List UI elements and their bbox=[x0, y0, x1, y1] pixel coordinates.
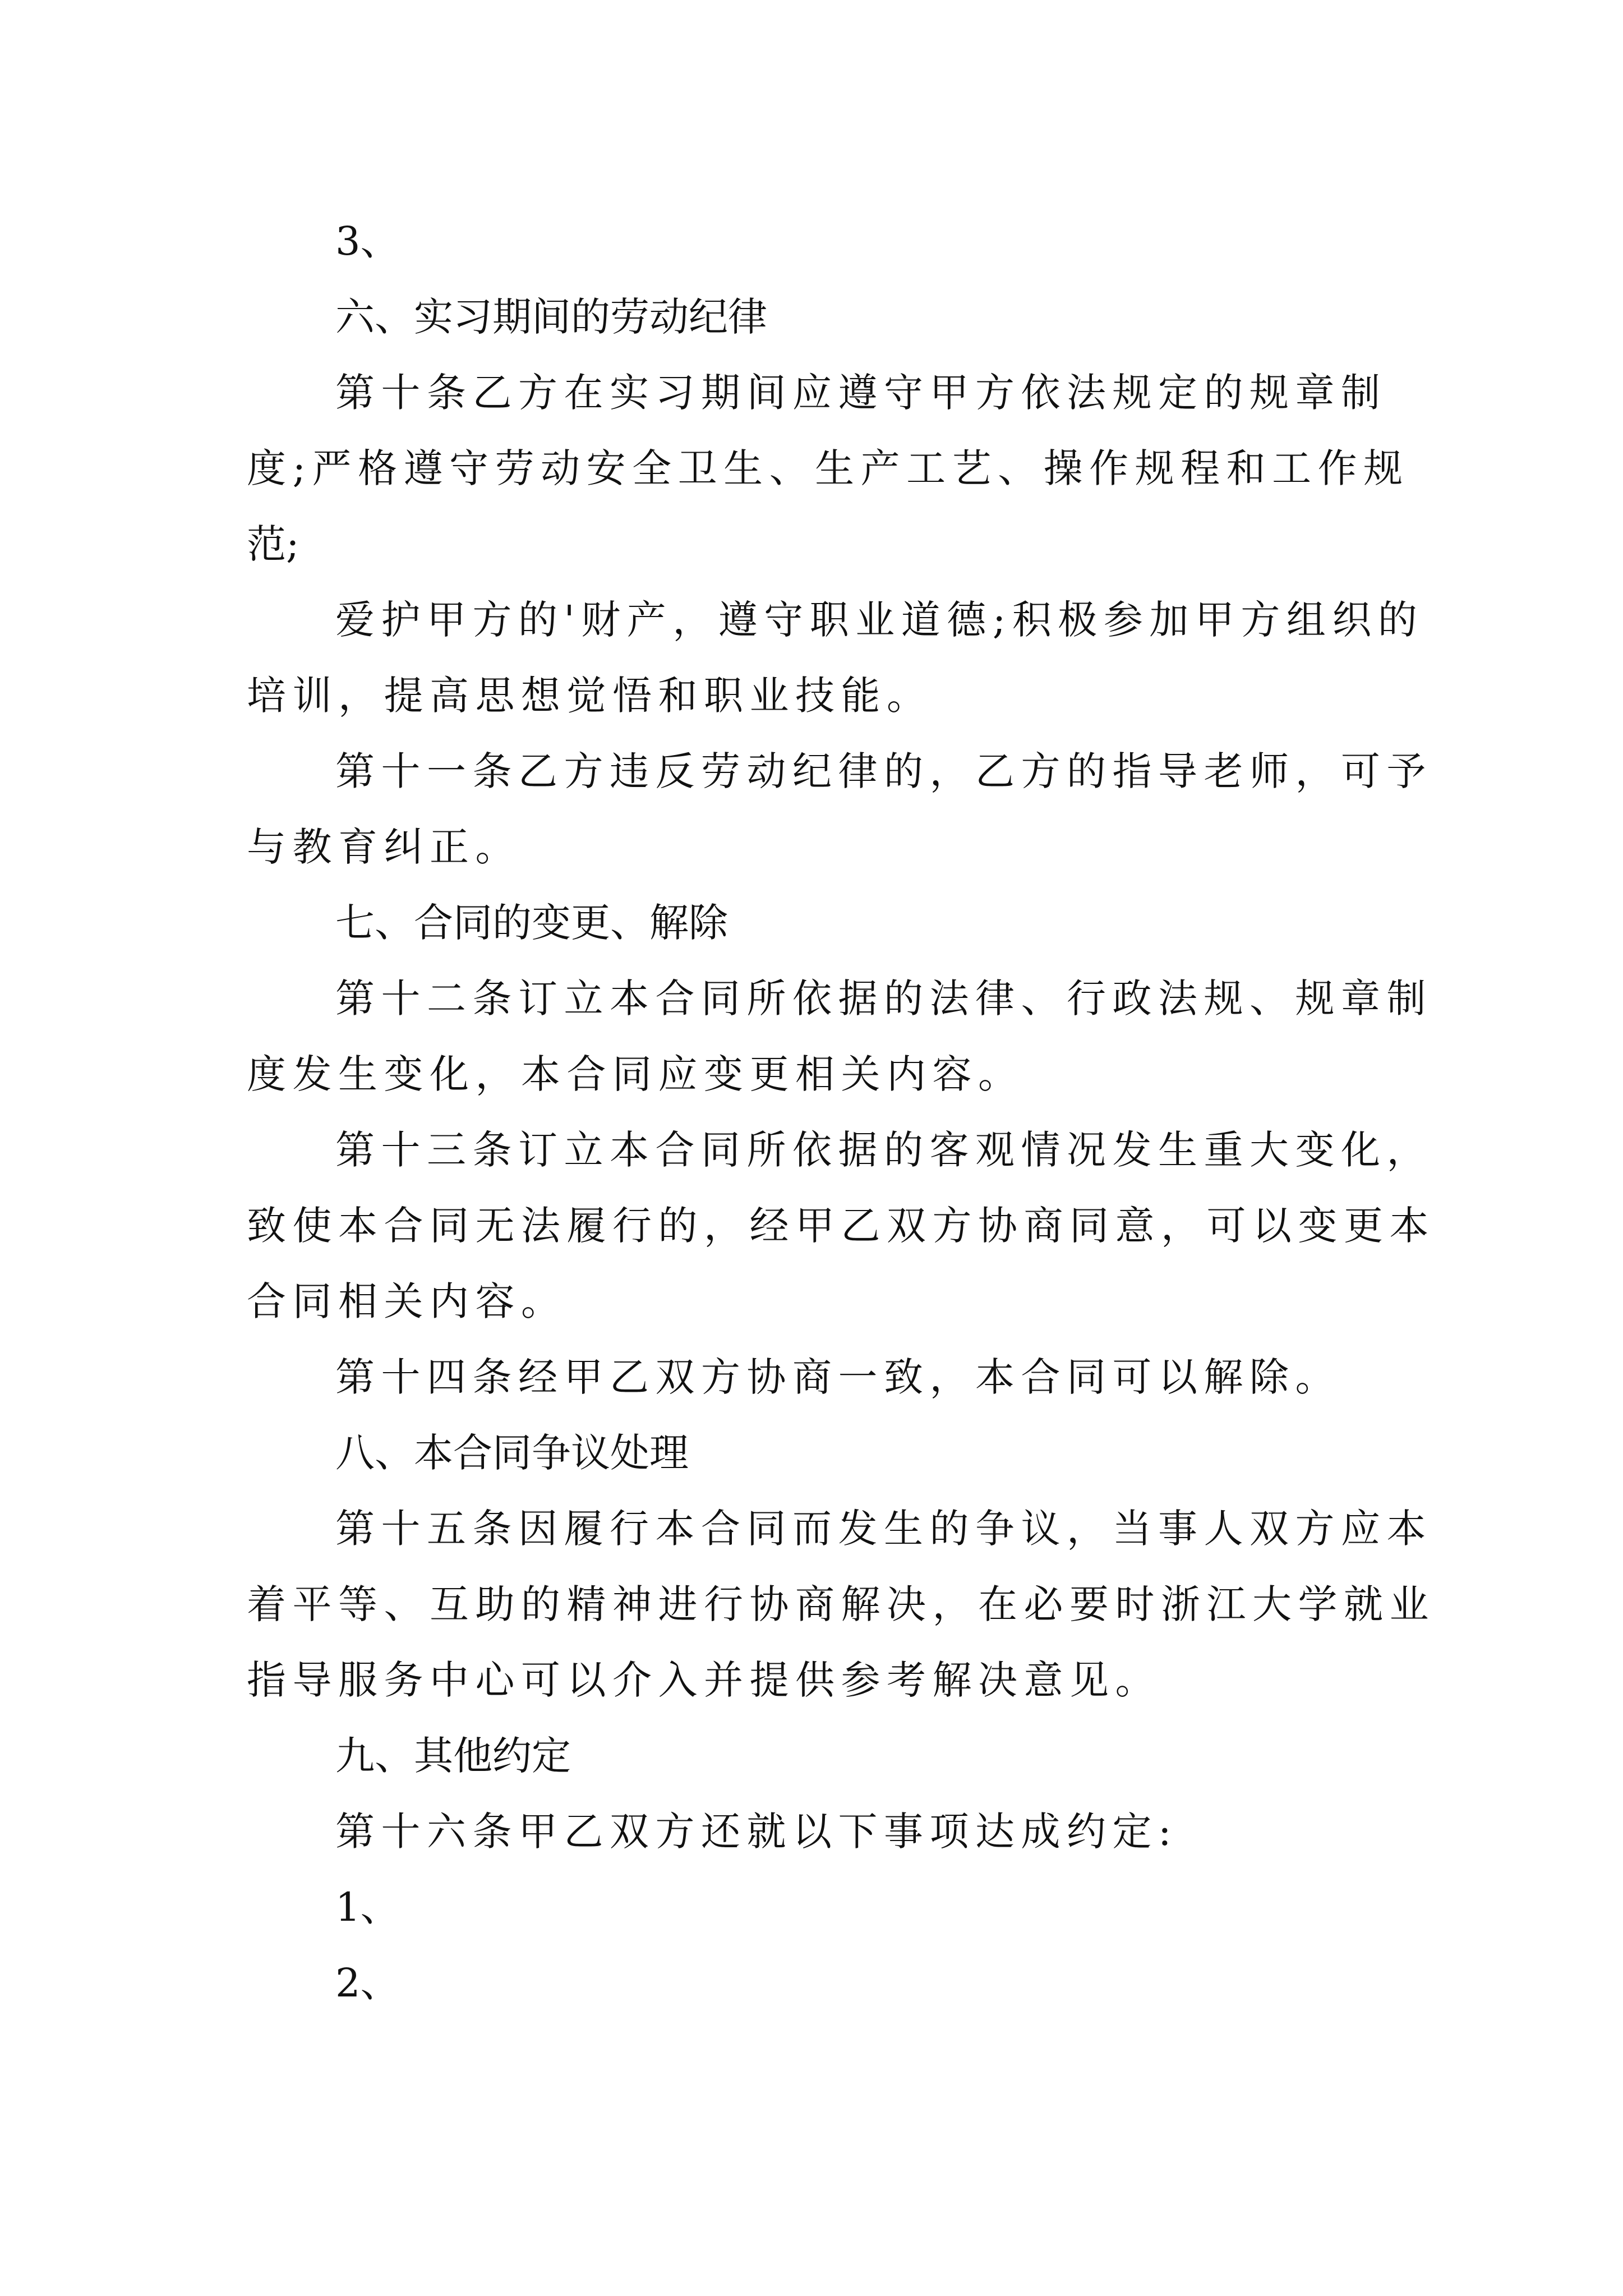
section-heading-nine: 九、其他约定 bbox=[335, 1733, 571, 1779]
article-twelve-line-2: 度发生变化，本合同应变更相关内容。 bbox=[247, 1051, 1024, 1097]
list-item-2: 2、 bbox=[335, 1960, 400, 2006]
article-thirteen-line-3: 合同相关内容。 bbox=[247, 1278, 567, 1324]
article-eleven-line-2: 与教育纠正。 bbox=[247, 824, 521, 870]
article-thirteen-line-1: 第十三条订立本合同所依据的客观情况发生重大变化， bbox=[335, 1127, 1432, 1173]
paragraph-line-1: 爱护甲方的'财产，遵守职业道德;积极参加甲方组织的 bbox=[335, 597, 1424, 643]
paragraph-line-2: 培训，提高思想觉悟和职业技能。 bbox=[247, 673, 933, 719]
article-sixteen: 第十六条甲乙双方还就以下事项达成约定: bbox=[335, 1809, 1178, 1855]
article-thirteen-line-2: 致使本合同无法履行的，经甲乙双方协商同意，可以变更本 bbox=[247, 1203, 1435, 1249]
article-ten-line-1: 第十条乙方在实习期间应遵守甲方依法规定的规章制 bbox=[335, 370, 1387, 416]
list-item-3: 3、 bbox=[335, 218, 400, 264]
article-fifteen-line-3: 指导服务中心可以介入并提供参考解决意见。 bbox=[247, 1657, 1161, 1703]
article-fifteen-line-1: 第十五条因履行本合同而发生的争议，当事人双方应本 bbox=[335, 1506, 1432, 1552]
article-ten-line-3: 范; bbox=[247, 521, 299, 567]
article-ten-line-2: 度;严格遵守劳动安全卫生、生产工艺、操作规程和工作规 bbox=[247, 445, 1409, 491]
article-fifteen-line-2: 着平等、互助的精神进行协商解决，在必要时浙江大学就业 bbox=[247, 1581, 1435, 1627]
section-heading-seven: 七、合同的变更、解除 bbox=[335, 900, 728, 946]
article-eleven-line-1: 第十一条乙方违反劳动纪律的，乙方的指导老师，可予 bbox=[335, 748, 1432, 794]
list-item-1: 1、 bbox=[335, 1884, 400, 1930]
section-heading-six: 六、实习期间的劳动纪律 bbox=[335, 294, 767, 340]
article-fourteen: 第十四条经甲乙双方协商一致，本合同可以解除。 bbox=[335, 1354, 1341, 1400]
section-heading-eight: 八、本合同争议处理 bbox=[335, 1430, 689, 1476]
article-twelve-line-1: 第十二条订立本合同所依据的法律、行政法规、规章制 bbox=[335, 976, 1432, 1022]
